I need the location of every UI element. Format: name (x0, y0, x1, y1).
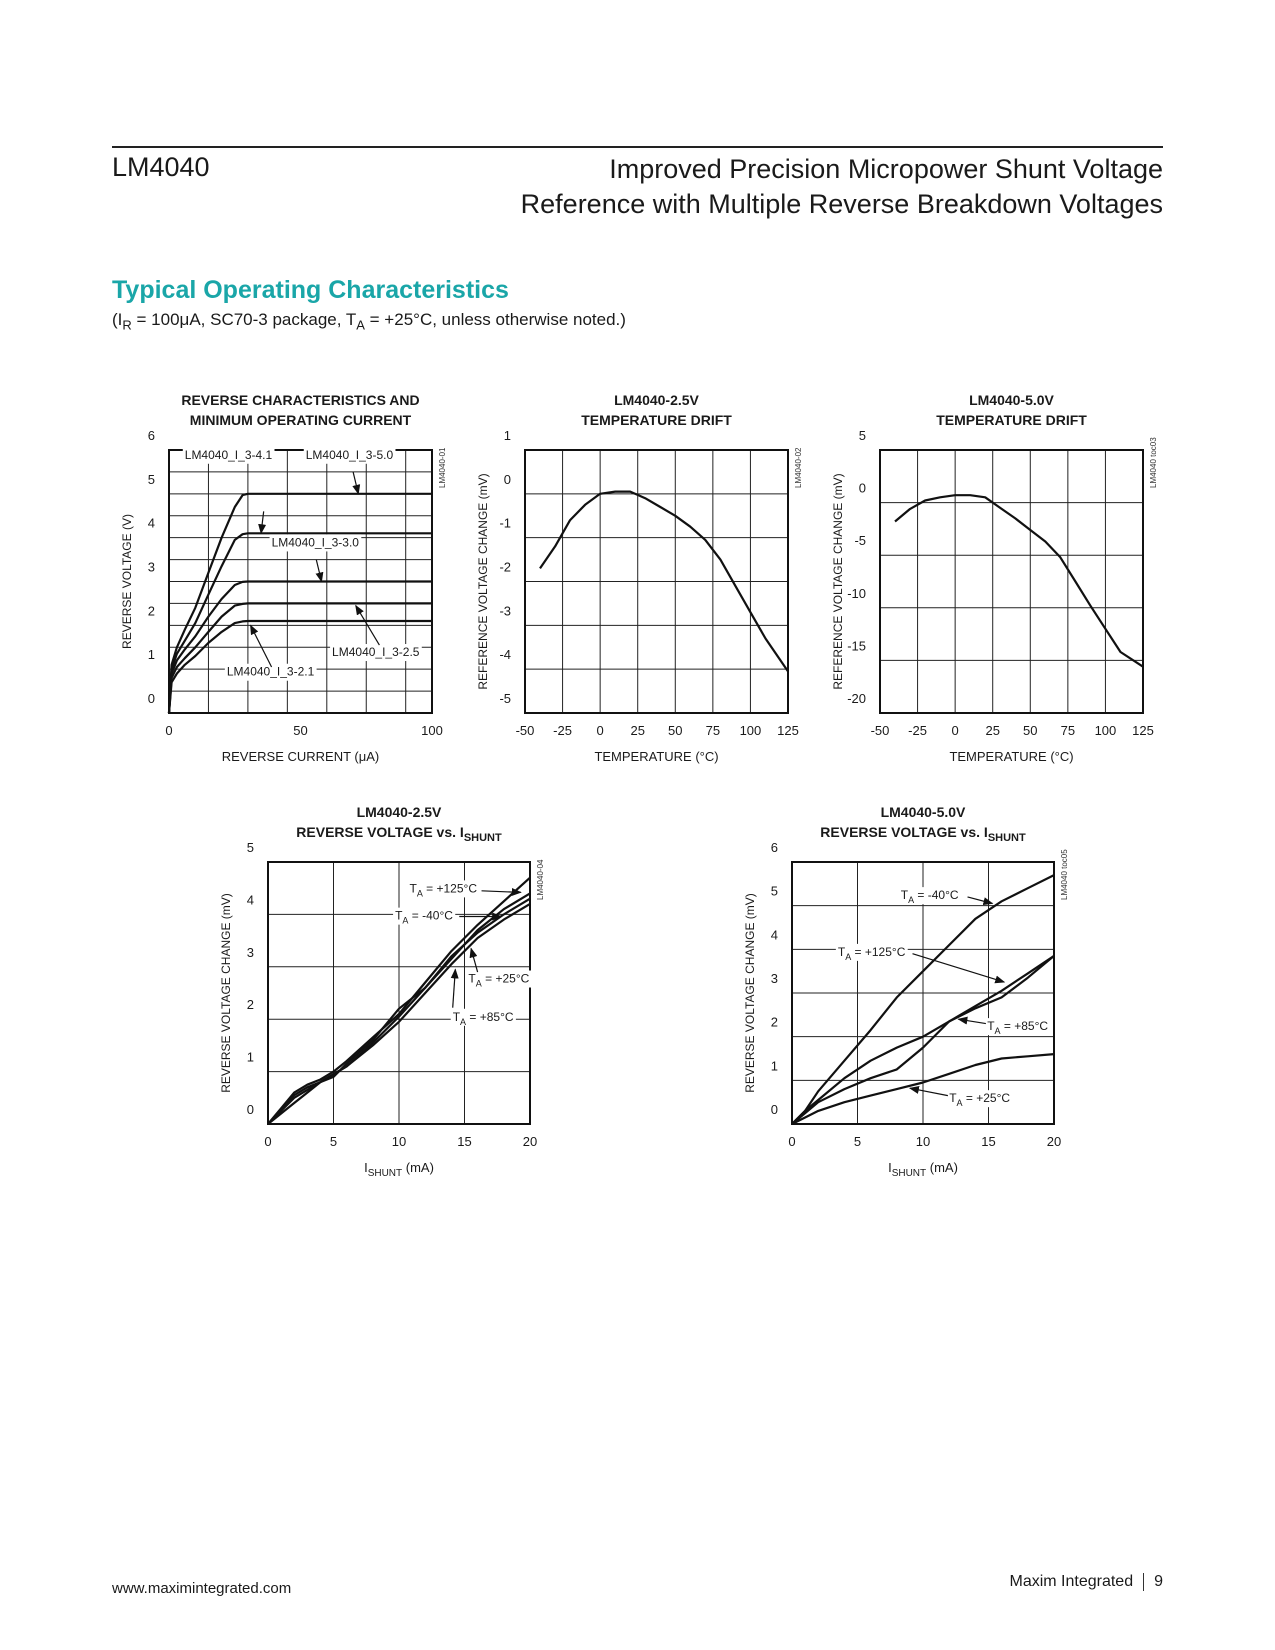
x-axis-label: TEMPERATURE (°C) (594, 749, 719, 764)
x-tick-label: -50 (515, 723, 535, 738)
figure-code: LM4040-02 (794, 447, 803, 488)
y-tick-label: 0 (858, 480, 866, 496)
x-axis-label: $I_{SHUNT}$ (mA) (888, 1160, 958, 1179)
annotation-label: LM4040_I_3-4.1 (184, 447, 273, 462)
y-tick-label: 1 (147, 647, 155, 663)
annotation-label: $T_A = +25^\circ C$ (468, 971, 530, 989)
chart-title-line: REVERSE CHARACTERISTICS AND (181, 392, 420, 408)
section-title: Typical Operating Characteristics (112, 276, 509, 304)
x-tick-label: 75 (1060, 723, 1076, 738)
x-tick-label: 50 (293, 723, 308, 738)
chart-title-line: REVERSE VOLTAGE vs. $I_{SHUNT}$ (296, 824, 502, 844)
x-tick-label: -25 (908, 723, 927, 738)
y-tick-label: 4 (770, 927, 778, 943)
y-tick-label: 3 (246, 944, 254, 960)
cond-post: = +25°C, unless otherwise noted.) (364, 310, 626, 329)
figure-code: LM4040 toc05 (1060, 849, 1069, 900)
chart-title-line: TEMPERATURE DRIFT (581, 412, 732, 428)
chart-title-line: LM4040-5.0V (969, 392, 1054, 408)
annotation-label: LM4040_I_3-5.0 (305, 447, 394, 462)
x-axis-label: TEMPERATURE (°C) (949, 749, 1074, 764)
y-axis-label: REVERSE VOLTAGE (V) (120, 514, 134, 649)
title-line-1: Improved Precision Micropower Shunt Voltage (609, 154, 1163, 184)
y-tick-label: -4 (499, 647, 511, 663)
y-tick-label: 6 (770, 840, 778, 855)
x-tick-label: 125 (777, 723, 799, 738)
annotation-arrow (958, 1019, 986, 1023)
x-tick-label: 25 (985, 723, 1000, 738)
y-tick-label: -2 (499, 559, 511, 575)
cond-pre: (I (112, 310, 123, 329)
footer-separator (1143, 1573, 1144, 1591)
annotation-label: $T_A = +85^\circ C$ (452, 1009, 514, 1027)
x-tick-label: 10 (915, 1134, 931, 1149)
figure-code: LM4040-01 (438, 447, 447, 488)
x-tick-label: -25 (553, 723, 572, 738)
cond-sub-r: R (122, 317, 132, 333)
x-tick-label: 5 (329, 1134, 338, 1149)
annotation-label: $T_A = +25^\circ C$ (949, 1091, 1011, 1109)
y-tick-label: 3 (147, 559, 155, 575)
x-tick-label: 50 (668, 723, 683, 738)
annotation-label: LM4040_I_3-2.5 (332, 645, 420, 660)
x-axis-label: $I_{SHUNT}$ (mA) (364, 1160, 434, 1179)
x-tick-label: 20 (1046, 1134, 1062, 1149)
x-tick-label: 0 (596, 723, 604, 738)
cond-sub-a: A (356, 317, 365, 333)
x-tick-label: 25 (630, 723, 645, 738)
chart-title-line: LM4040-2.5V (614, 392, 699, 408)
part-number: LM4040 (112, 152, 210, 182)
chart-title-line: MINIMUM OPERATING CURRENT (189, 412, 412, 428)
figure-code: LM4040 toc03 (1149, 437, 1158, 488)
x-axis-label: REVERSE CURRENT (μA) (221, 749, 380, 764)
x-tick-label: 50 (1023, 723, 1038, 738)
y-tick-label: 2 (770, 1014, 778, 1030)
cond-mid: = 100μA, SC70-3 package, T (131, 310, 357, 329)
annotation-label: LM4040_I_3-3.0 (271, 535, 359, 550)
y-tick-label: 0 (503, 471, 511, 487)
footer-company: Maxim Integrated (1009, 1573, 1134, 1591)
y-tick-label: 5 (770, 883, 778, 899)
y-tick-label: -20 (847, 691, 866, 706)
annotation-label: $T_A = -40^\circ C$ (900, 888, 959, 906)
y-tick-label: -15 (847, 638, 866, 654)
x-tick-label: 0 (165, 723, 173, 738)
y-axis-label: REFERENCE VOLTAGE CHANGE (mV) (831, 473, 845, 690)
annotation-label: $T_A = +125^\circ C$ (837, 944, 906, 962)
x-tick-label: 0 (951, 723, 959, 738)
x-tick-label: 75 (705, 723, 721, 738)
y-tick-label: 0 (770, 1102, 778, 1117)
y-tick-label: -10 (847, 585, 866, 601)
annotation-label: $T_A = +125^\circ C$ (409, 881, 478, 899)
y-tick-label: 5 (246, 840, 254, 855)
y-tick-label: -5 (499, 691, 511, 706)
y-tick-label: 4 (147, 515, 155, 531)
y-tick-label: 2 (147, 603, 155, 619)
footer-page-number: 9 (1154, 1573, 1163, 1591)
y-axis-label: REFERENCE VOLTAGE CHANGE (mV) (476, 473, 490, 690)
x-tick-label: -50 (870, 723, 890, 738)
y-tick-label: -1 (499, 515, 511, 531)
annotation-label: $T_A = +85^\circ C$ (987, 1019, 1049, 1037)
footer-website[interactable]: www.maximintegrated.com (112, 1580, 292, 1597)
x-tick-label: 15 (457, 1134, 472, 1149)
y-tick-label: -3 (499, 603, 511, 619)
x-tick-label: 100 (739, 723, 762, 738)
y-tick-label: 5 (858, 428, 866, 443)
y-tick-label: 5 (147, 471, 155, 487)
y-tick-label: 1 (503, 428, 511, 443)
annotation-arrow (910, 1088, 948, 1095)
x-tick-label: 0 (264, 1134, 272, 1149)
y-tick-label: 4 (246, 892, 254, 908)
chart-title-line: LM4040-2.5V (356, 804, 442, 820)
y-tick-label: 3 (770, 971, 778, 986)
annotation-label: LM4040_I_3-2.1 (226, 664, 315, 679)
x-tick-label: 15 (981, 1134, 996, 1149)
y-tick-label: 1 (770, 1058, 778, 1074)
y-tick-label: 0 (147, 691, 155, 706)
title-line-2: Reference with Multiple Reverse Breakdown Voltages (520, 189, 1163, 219)
y-tick-label: 1 (246, 1049, 254, 1065)
x-tick-label: 10 (391, 1134, 407, 1149)
x-tick-label: 100 (421, 723, 443, 738)
x-tick-label: 125 (1132, 723, 1154, 738)
x-tick-label: 0 (788, 1134, 796, 1149)
annotation-label: $T_A = -40^\circ C$ (395, 908, 453, 926)
chart-title-line: REVERSE VOLTAGE vs. $I_{SHUNT}$ (820, 824, 1026, 844)
y-axis-label: REVERSE VOLTAGE CHANGE (mV) (219, 893, 233, 1093)
y-tick-label: 2 (246, 997, 254, 1013)
y-axis-label: REVERSE VOLTAGE CHANGE (mV) (743, 893, 757, 1093)
figure-code: LM4040-04 (536, 859, 545, 900)
y-tick-label: 0 (246, 1102, 254, 1117)
footer-company-page (1009, 1573, 1163, 1591)
chart-title-line: LM4040-5.0V (880, 804, 966, 820)
chart-title-line: TEMPERATURE DRIFT (936, 412, 1087, 428)
x-tick-label: 100 (1094, 723, 1117, 738)
y-tick-label: 6 (147, 428, 155, 443)
x-tick-label: 5 (853, 1134, 862, 1149)
y-tick-label: -5 (854, 533, 866, 549)
x-tick-label: 20 (522, 1134, 538, 1149)
